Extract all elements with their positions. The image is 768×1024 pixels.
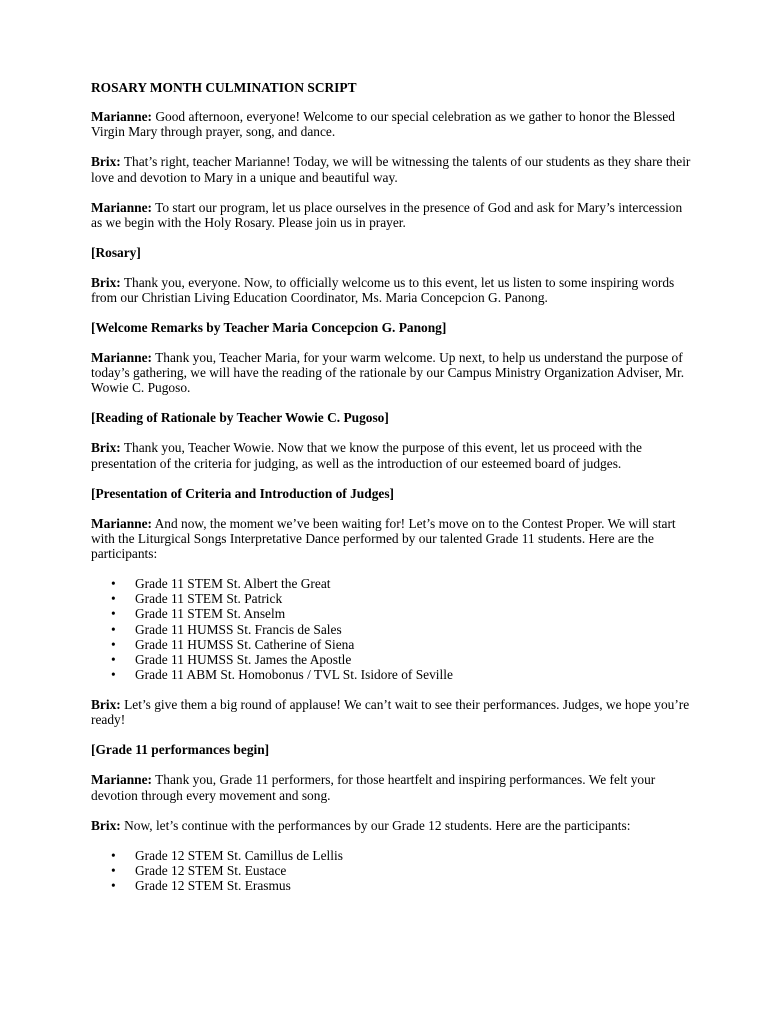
- bullet-icon: •: [111, 576, 116, 592]
- dialogue-text: Thank you, Teacher Maria, for your warm welcome. Up next, to help us understand the purpose of today’s gathering, we will have the reading of the rationale by our Campus Ministry Organization Adviser, Mr. Wowie C. Pugoso.: [91, 350, 685, 396]
- dialogue-text: And now, the moment we’ve been waiting for! Let’s move on to the Contest Proper. We will start with the Liturgical Songs Interpretative Dance performed by our talented Grade 11 students. Here are the participants:: [91, 515, 676, 562]
- list-item: [91, 606, 691, 621]
- dialogue-line: [91, 818, 691, 833]
- list-item: [91, 863, 691, 878]
- bullet-icon: •: [111, 667, 116, 683]
- dialogue-text: Thank you, Grade 11 performers, for those heartfelt and inspiring performances. We felt your devotion through every movement and song.: [91, 772, 656, 803]
- speaker-name: Brix:: [91, 274, 121, 290]
- bullet-icon: •: [111, 862, 116, 878]
- speaker-name: Brix:: [91, 697, 121, 713]
- participant-name: Grade 11 HUMSS St. Francis de Sales: [135, 621, 342, 637]
- participant-name: Grade 12 STEM St. Eustace: [135, 862, 287, 878]
- list-item: [91, 576, 691, 591]
- dialogue-text: Let’s give them a big round of applause! We can’t wait to see their performances. Judges, we hope you’re ready!: [91, 697, 690, 728]
- dialogue-line: [91, 275, 691, 305]
- participant-name: Grade 11 HUMSS St. James the Apostle: [135, 652, 352, 668]
- dialogue-text: Good afternoon, everyone! Welcome to our special celebration as we gather to honor the Blessed Virgin Mary through prayer, song, and dance.: [91, 109, 675, 140]
- list-item: [91, 637, 691, 652]
- speaker-name: Marianne:: [91, 350, 152, 366]
- stage-direction: [Reading of Rationale by Teacher Wowie C. Pugoso]: [91, 410, 389, 426]
- speaker-name: Marianne:: [91, 199, 152, 215]
- stage-direction: [Grade 11 performances begin]: [91, 742, 270, 758]
- list-item: [91, 622, 691, 637]
- dialogue-line: [91, 697, 691, 727]
- stage-direction: [Presentation of Criteria and Introduction of Judges]: [91, 485, 395, 501]
- dialogue-text: Now, let’s continue with the performances by our Grade 12 students. Here are the participants:: [120, 817, 631, 833]
- dialogue-line: [91, 440, 691, 470]
- speaker-name: Marianne:: [91, 109, 152, 125]
- bullet-icon: •: [111, 847, 116, 863]
- list-item: [91, 667, 691, 682]
- bullet-icon: •: [111, 621, 116, 637]
- participant-name: Grade 11 STEM St. Albert the Great: [135, 576, 331, 592]
- dialogue-text: Thank you, Teacher Wowie. Now that we know the purpose of this event, let us proceed with the presentation of the criteria for judging, as well as the introduction of our esteemed board of judges.: [91, 440, 642, 471]
- bullet-icon: •: [111, 636, 116, 652]
- stage-direction: [Rosary]: [91, 244, 141, 260]
- bullet-icon: •: [111, 652, 116, 668]
- stage-direction: [Welcome Remarks by Teacher Maria Concepcion G. Panong]: [91, 320, 447, 336]
- participant-list: [91, 848, 691, 894]
- participant-name: Grade 11 HUMSS St. Catherine of Siena: [135, 636, 355, 652]
- dialogue-text: To start our program, let us place ourselves in the presence of God and ask for Mary’s intercession as we begin with the Holy Rosary. Please join us in prayer.: [91, 199, 683, 230]
- list-item: [91, 878, 691, 893]
- list-item: [91, 591, 691, 606]
- list-item: [91, 848, 691, 863]
- bullet-icon: •: [111, 878, 116, 894]
- list-item: [91, 652, 691, 667]
- speaker-name: Brix:: [91, 154, 121, 170]
- speaker-name: Brix:: [91, 440, 121, 456]
- participant-name: Grade 12 STEM St. Erasmus: [135, 878, 291, 894]
- speaker-name: Marianne:: [91, 772, 152, 788]
- bullet-icon: •: [111, 606, 116, 622]
- participant-name: Grade 11 STEM St. Patrick: [135, 591, 283, 607]
- bullet-icon: •: [111, 591, 116, 607]
- speaker-name: Brix:: [91, 817, 121, 833]
- script-body: [91, 80, 691, 908]
- dialogue-line: [91, 772, 691, 802]
- participant-list: [91, 576, 691, 682]
- dialogue-line: [91, 516, 691, 562]
- dialogue-line: [91, 154, 691, 184]
- participant-name: Grade 11 ABM St. Homobonus / TVL St. Isidore of Seville: [135, 667, 453, 683]
- document-title: ROSARY MONTH CULMINATION SCRIPT: [91, 80, 357, 95]
- dialogue-text: That’s right, teacher Marianne! Today, we will be witnessing the talents of our students as they share their love and devotion to Mary in a unique and beautiful way.: [91, 154, 691, 185]
- speaker-name: Marianne:: [91, 515, 152, 531]
- dialogue-line: [91, 109, 691, 139]
- participant-name: Grade 12 STEM St. Camillus de Lellis: [135, 847, 343, 863]
- participant-name: Grade 11 STEM St. Anselm: [135, 606, 286, 622]
- dialogue-line: [91, 200, 691, 230]
- dialogue-line: [91, 350, 691, 396]
- dialogue-text: Thank you, everyone. Now, to officially welcome us to this event, let us listen to some inspiring words from our Christian Living Education Coordinator, Ms. Maria Concepcion G. Panong.: [91, 274, 675, 306]
